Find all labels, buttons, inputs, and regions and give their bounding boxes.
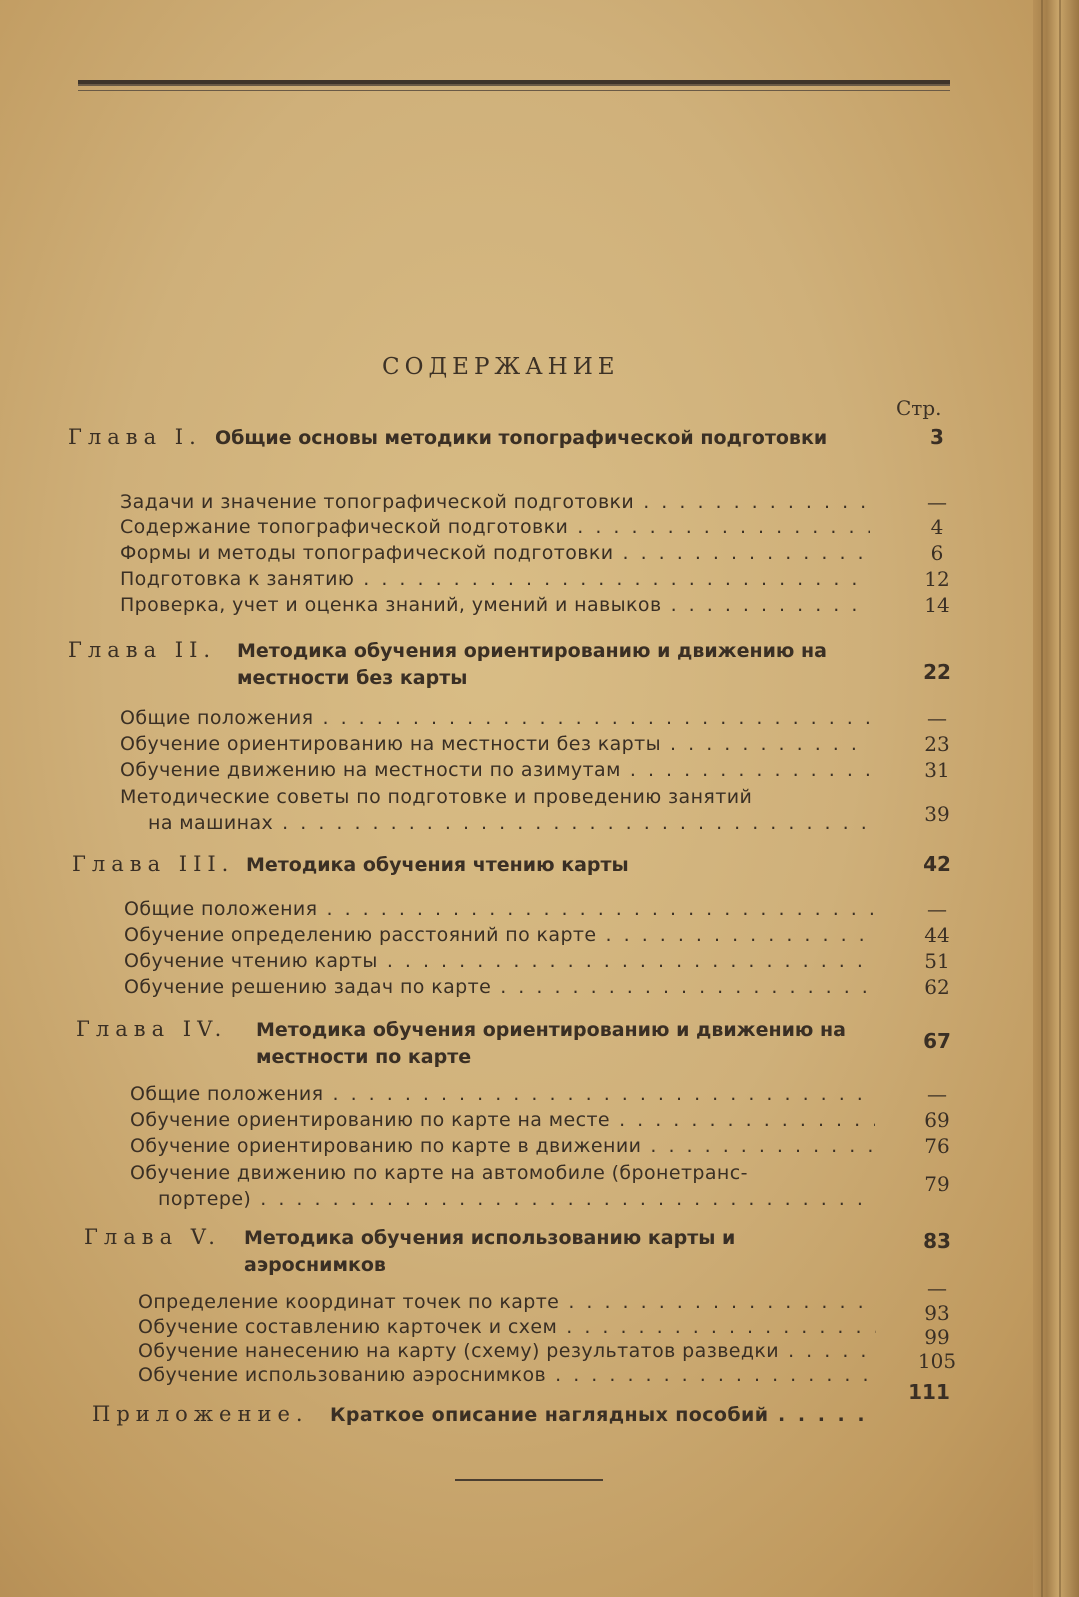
chapter-title: Методика обучения ориентированию и движению на местности по карте [256,1019,846,1068]
entry-title: Обучение ориентированию на местности без карты . . . [120,732,870,756]
page-number: 51 [924,949,950,973]
entry-title: Задачи и значение топографической подготовки . . . [120,490,870,514]
chapter-title: Методика обучения чтению карты [246,854,629,876]
page-number: 23 [924,732,950,756]
bottom-rule [455,1479,603,1481]
page-number: 111 [908,1380,950,1404]
page-number: 105 [917,1349,957,1373]
page-number: — [927,490,947,514]
chapter-label: Глава IV. [76,1017,228,1041]
chapter-label: Глава III. [72,852,235,876]
entry-title: Обучение чтению карты . . . [124,949,874,973]
entry-title: Обучение составлению карточек и схем . . . [138,1315,876,1339]
entry-title: Обучение движению на местности по азимутам . . . [120,758,870,782]
top-rule-thin [78,90,950,91]
page-number: — [927,897,947,921]
page-number: 99 [924,1325,950,1349]
entry-title: Обучение ориентированию по карте на месте . . . [130,1108,875,1132]
page-number: 4 [930,515,944,539]
page-edge [1033,0,1079,1597]
page-number: — [927,1276,947,1300]
chapter-title: Общие основы методики топографической подготовки [215,427,828,449]
page-number: 14 [924,593,950,617]
page-number: 3 [930,425,944,449]
appendix-label: Приложение. [92,1402,309,1426]
page-number: 12 [924,567,950,591]
page-number: 22 [923,660,951,684]
entry-title: Формы и методы топографической подготовки . . . [120,541,870,565]
entry-title: Определение координат точек по карте . . . [138,1290,876,1314]
edge-line [1041,0,1043,1597]
chapter-label: Глава II. [68,638,217,662]
entry-title-multiline [120,784,870,836]
entry-title: Обучение движению по карте на автомобиле (бронетранс- [130,1162,748,1184]
edge-line [1059,0,1061,1597]
page-number: 93 [924,1301,950,1325]
entry-title: Подготовка к занятию . . . [120,567,870,591]
top-rule [78,80,950,86]
page-number: 42 [923,852,951,876]
page-number: 62 [924,975,950,999]
page-number: 6 [930,541,944,565]
page-number: 39 [924,802,950,826]
entry-title: Обучение использованию аэроснимков . . . [138,1363,876,1387]
entry-title: Содержание топографической подготовки . . . [120,515,870,539]
page-number: 69 [924,1108,950,1132]
page-number: 67 [923,1029,951,1053]
entry-title: Общие положения . . . [130,1082,875,1106]
page-number: 76 [924,1134,950,1158]
page-title: СОДЕРЖАНИЕ [382,354,620,380]
page-number: 31 [924,758,950,782]
appendix-title: Краткое описание наглядных пособий . . . [330,1402,875,1429]
chapter-label: Глава I. [68,425,202,449]
entry-title-continued: портере) . . . [130,1186,875,1212]
page-number: 83 [923,1229,951,1253]
entry-title-multiline [130,1160,875,1212]
page-number: — [927,706,947,730]
chapter-title: Методика обучения ориентированию и движению на местности без карты [237,640,827,689]
entry-title-continued: на машинах . . . [120,810,870,836]
page-number: — [927,1082,947,1106]
entry-title: Методические советы по подготовке и проведению занятий [120,786,753,808]
entry-title: Общие положения . . . [124,897,874,921]
pages-column-label: Стр. [896,396,942,420]
chapter-label: Глава V. [84,1225,221,1249]
entry-title: Обучение решению задач по карте . . . [124,975,874,999]
entry-title: Обучение определению расстояний по карте . . . [124,923,874,947]
chapter-title: Методика обучения использованию карты и аэроснимков [244,1227,736,1276]
entry-title: Общие положения . . . [120,706,870,730]
entry-title: Обучение нанесению на карту (схему) результатов разведки . . . [138,1339,876,1363]
page-number: 79 [924,1172,950,1196]
entry-title: Проверка, учет и оценка знаний, умений и навыков . . . [120,593,870,617]
page-number: 44 [924,923,950,947]
entry-title: Обучение ориентированию по карте в движении . . . [130,1134,875,1158]
